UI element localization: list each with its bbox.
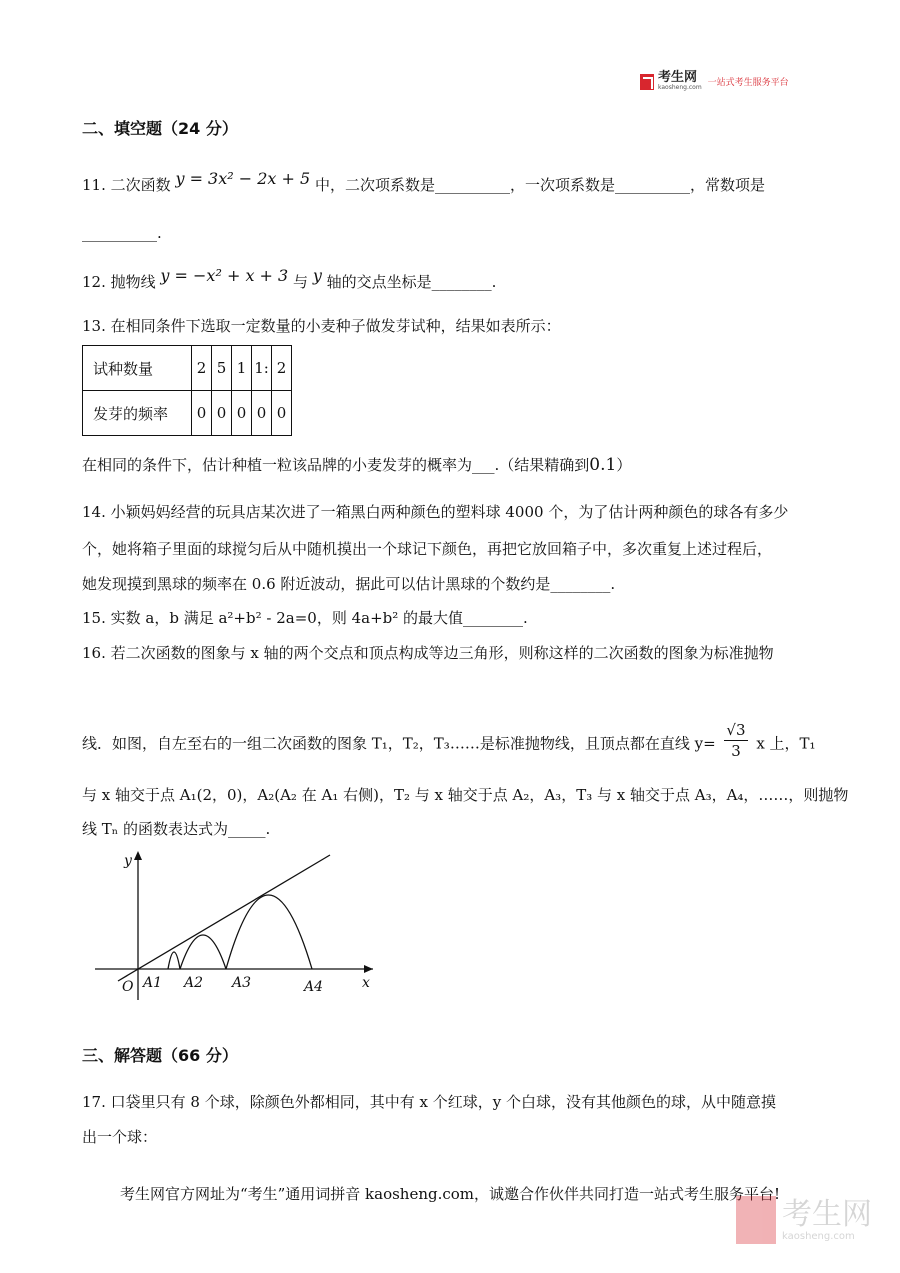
table-cell: 1: [232, 346, 252, 391]
q16-line2: [82, 721, 816, 765]
q12-formula: y = −x² + x + 3: [160, 266, 289, 285]
y-axis-arrow: [134, 851, 142, 860]
section-title-fill-in: 二、填空题（24 分）: [82, 119, 238, 138]
q17-line2: 出一个球：: [82, 1128, 158, 1146]
question-15: 15. 实数 a，b 满足 a²+b² - 2a=0，则 4a+b² 的最大值________.: [82, 609, 528, 627]
table-row: [83, 346, 292, 391]
watermark-domain: kaosheng.com: [782, 1230, 855, 1242]
q13-close: ）: [616, 456, 632, 474]
x-axis-label: x: [362, 975, 370, 991]
q11-number: 11.: [82, 176, 106, 194]
x-axis-arrow: [364, 965, 373, 973]
origin-label: O: [122, 979, 134, 995]
point-label-a1: A1: [143, 975, 163, 991]
q16-line4: 线 Tₙ 的函数表达式为_____.: [82, 820, 271, 838]
question-11: [82, 169, 766, 195]
germination-table: [82, 345, 292, 436]
table-cell: 2: [192, 346, 212, 391]
header-logo: [640, 72, 789, 91]
point-label-a2: A2: [184, 975, 204, 991]
q16-frac-den: 3: [731, 742, 741, 760]
table-cell: 1:: [252, 346, 272, 391]
q13-after: [82, 454, 631, 475]
table-cell: 0: [192, 391, 212, 436]
watermark-name: 考生网: [782, 1196, 872, 1232]
table-cell: 5: [212, 346, 232, 391]
watermark: [736, 1196, 872, 1244]
footer-text: 考生网官方网址为“考生”通用词拼音 kaosheng.com，诚邀合作伙伴共同打造一站式考生服务平台!: [119, 1185, 781, 1203]
q16-fraction: [724, 720, 747, 761]
q16-line2-post: x 上，T₁: [756, 734, 816, 753]
q11-line2: __________.: [82, 224, 162, 242]
q11-formula: y = 3x² − 2x + 5: [175, 169, 311, 188]
q14-line2: 个，她将箱子里面的球搅匀后从中随机摸出一个球记下颜色，再把它放回箱子中，多次重复上述过程后，: [82, 540, 773, 558]
q12-post: 轴的交点坐标是________.: [326, 273, 497, 291]
parabola-figure: [90, 845, 380, 1005]
point-label-a4: A4: [304, 979, 324, 995]
table-row: [83, 391, 292, 436]
q14-line1: 14. 小颖妈妈经营的玩具店某次进了一箱黑白两种颜色的塑料球 4000 个，为了估计两种颜色的球各有多少: [82, 503, 789, 521]
logo-slogan: 一站式考生服务平台: [707, 78, 789, 88]
q12-mid: 与: [293, 273, 309, 291]
table-cell: 2: [272, 346, 292, 391]
table-cell: 0: [212, 391, 232, 436]
table-row-label: 发芽的频率: [83, 391, 192, 436]
point-label-a3: A3: [232, 975, 252, 991]
logo-domain: kaosheng.com: [658, 84, 702, 91]
q12-pre: 12. 抛物线: [82, 273, 156, 291]
q16-line2-pre: 线．如图，自左至右的一组二次函数的图象 T₁，T₂，T₃……是标准抛物线，且顶点都在直线 y=: [82, 734, 716, 753]
y-axis-label: y: [124, 853, 132, 869]
table-cell: 0: [232, 391, 252, 436]
table-row-label: 试种数量: [83, 346, 192, 391]
q12-var: y: [312, 266, 322, 285]
question-13: 13. 在相同条件下选取一定数量的小麦种子做发芽试种，结果如表所示：: [82, 317, 561, 335]
logo-icon: [640, 74, 654, 90]
q16-line3: 与 x 轴交于点 A₁(2，0)，A₂(A₂ 在 A₁ 右侧)，T₂ 与 x 轴交于点 A₂，A₃，T₃ 与 x 轴交于点 A₃，A₄，……，则抛物: [82, 786, 849, 804]
q11-post: 中，二次项系数是__________，一次项系数是__________，常数项是: [315, 176, 766, 194]
q13-precision: 0.1: [589, 455, 617, 475]
q16-frac-num: √3: [726, 721, 746, 739]
q16-line1: 16. 若二次函数的图象与 x 轴的两个交点和顶点构成等边三角形，则称这样的二次函数的图象为标准抛物: [82, 644, 774, 662]
watermark-logo-icon: [736, 1196, 776, 1244]
parabola-t3: [226, 895, 312, 969]
q14-line3: 她发现摸到黑球的频率在 0.6 附近波动，据此可以估计黑球的个数约是________.: [82, 575, 616, 593]
table-cell: 0: [252, 391, 272, 436]
logo-name: 考生网: [658, 70, 698, 85]
question-12: [82, 266, 497, 292]
q17-line1: 17. 口袋里只有 8 个球，除颜色外都相同，其中有 x 个红球，y 个白球，没有其他颜色的球，从中随意摸: [82, 1093, 776, 1111]
q11-pre: 二次函数: [110, 176, 171, 194]
q13-after-text: 在相同的条件下，估计种植一粒该品牌的小麦发芽的概率为___.（结果精确到: [82, 456, 590, 474]
table-cell: 0: [272, 391, 292, 436]
section-title-answers: 三、解答题（66 分）: [82, 1046, 238, 1065]
parabola-t1: [168, 952, 180, 969]
